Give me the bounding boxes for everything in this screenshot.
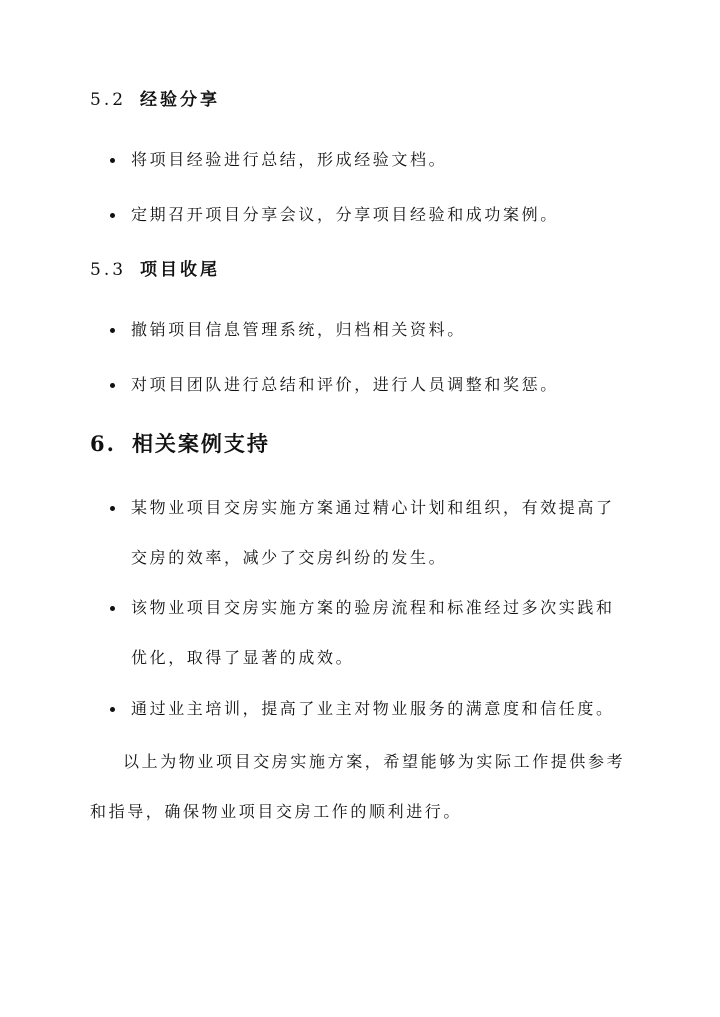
bullet-icon [110, 506, 115, 511]
bullet-icon [110, 606, 115, 611]
section-heading-5-2 [90, 88, 220, 112]
section-title: 经验分享 [140, 90, 221, 110]
bullet-icon [110, 328, 115, 333]
chapter-number: 6. [90, 431, 116, 456]
list-item-text: 撤销项目信息管理系统，归档相关资料。 [131, 320, 466, 339]
bullet-icon [110, 213, 115, 218]
list-item [110, 148, 610, 172]
list-item-text: 某物业项目交房实施方案通过精心计划和组织，有效提高了 交房的效率，减少了交房纠纷的发生。 [131, 498, 615, 567]
bullet-icon [110, 383, 115, 388]
bullet-icon [110, 158, 115, 163]
list-item-text: 将项目经验进行总结，形成经验文档。 [131, 150, 448, 169]
list-item-text: 定期召开项目分享会议，分享项目经验和成功案例。 [131, 205, 559, 224]
list-item-text: 通过业主培训，提高了业主对物业服务的满意度和信任度。 [131, 699, 615, 718]
section-number: 5.2 [90, 90, 127, 110]
list-item [110, 203, 610, 227]
list-item [110, 496, 615, 570]
list-item [110, 697, 615, 721]
chapter-heading-6 [90, 430, 270, 458]
list-item [110, 596, 615, 670]
closing-paragraph: 以上为物业项目交房实施方案，希望能够为实际工作提供参考 和指导，确保物业项目交房工作的顺利进行。 [90, 752, 626, 821]
list-item-text: 该物业项目交房实施方案的验房流程和标准经过多次实践和 优化，取得了显著的成效。 [131, 598, 615, 667]
bullet-icon [110, 707, 115, 712]
list-item [110, 318, 610, 342]
section-title: 项目收尾 [140, 260, 221, 280]
list-item [110, 373, 610, 397]
section-heading-5-3 [90, 258, 220, 282]
chapter-title: 相关案例支持 [131, 431, 270, 456]
section-number: 5.3 [90, 260, 127, 280]
list-item-text: 对项目团队进行总结和评价，进行人员调整和奖惩。 [131, 375, 559, 394]
